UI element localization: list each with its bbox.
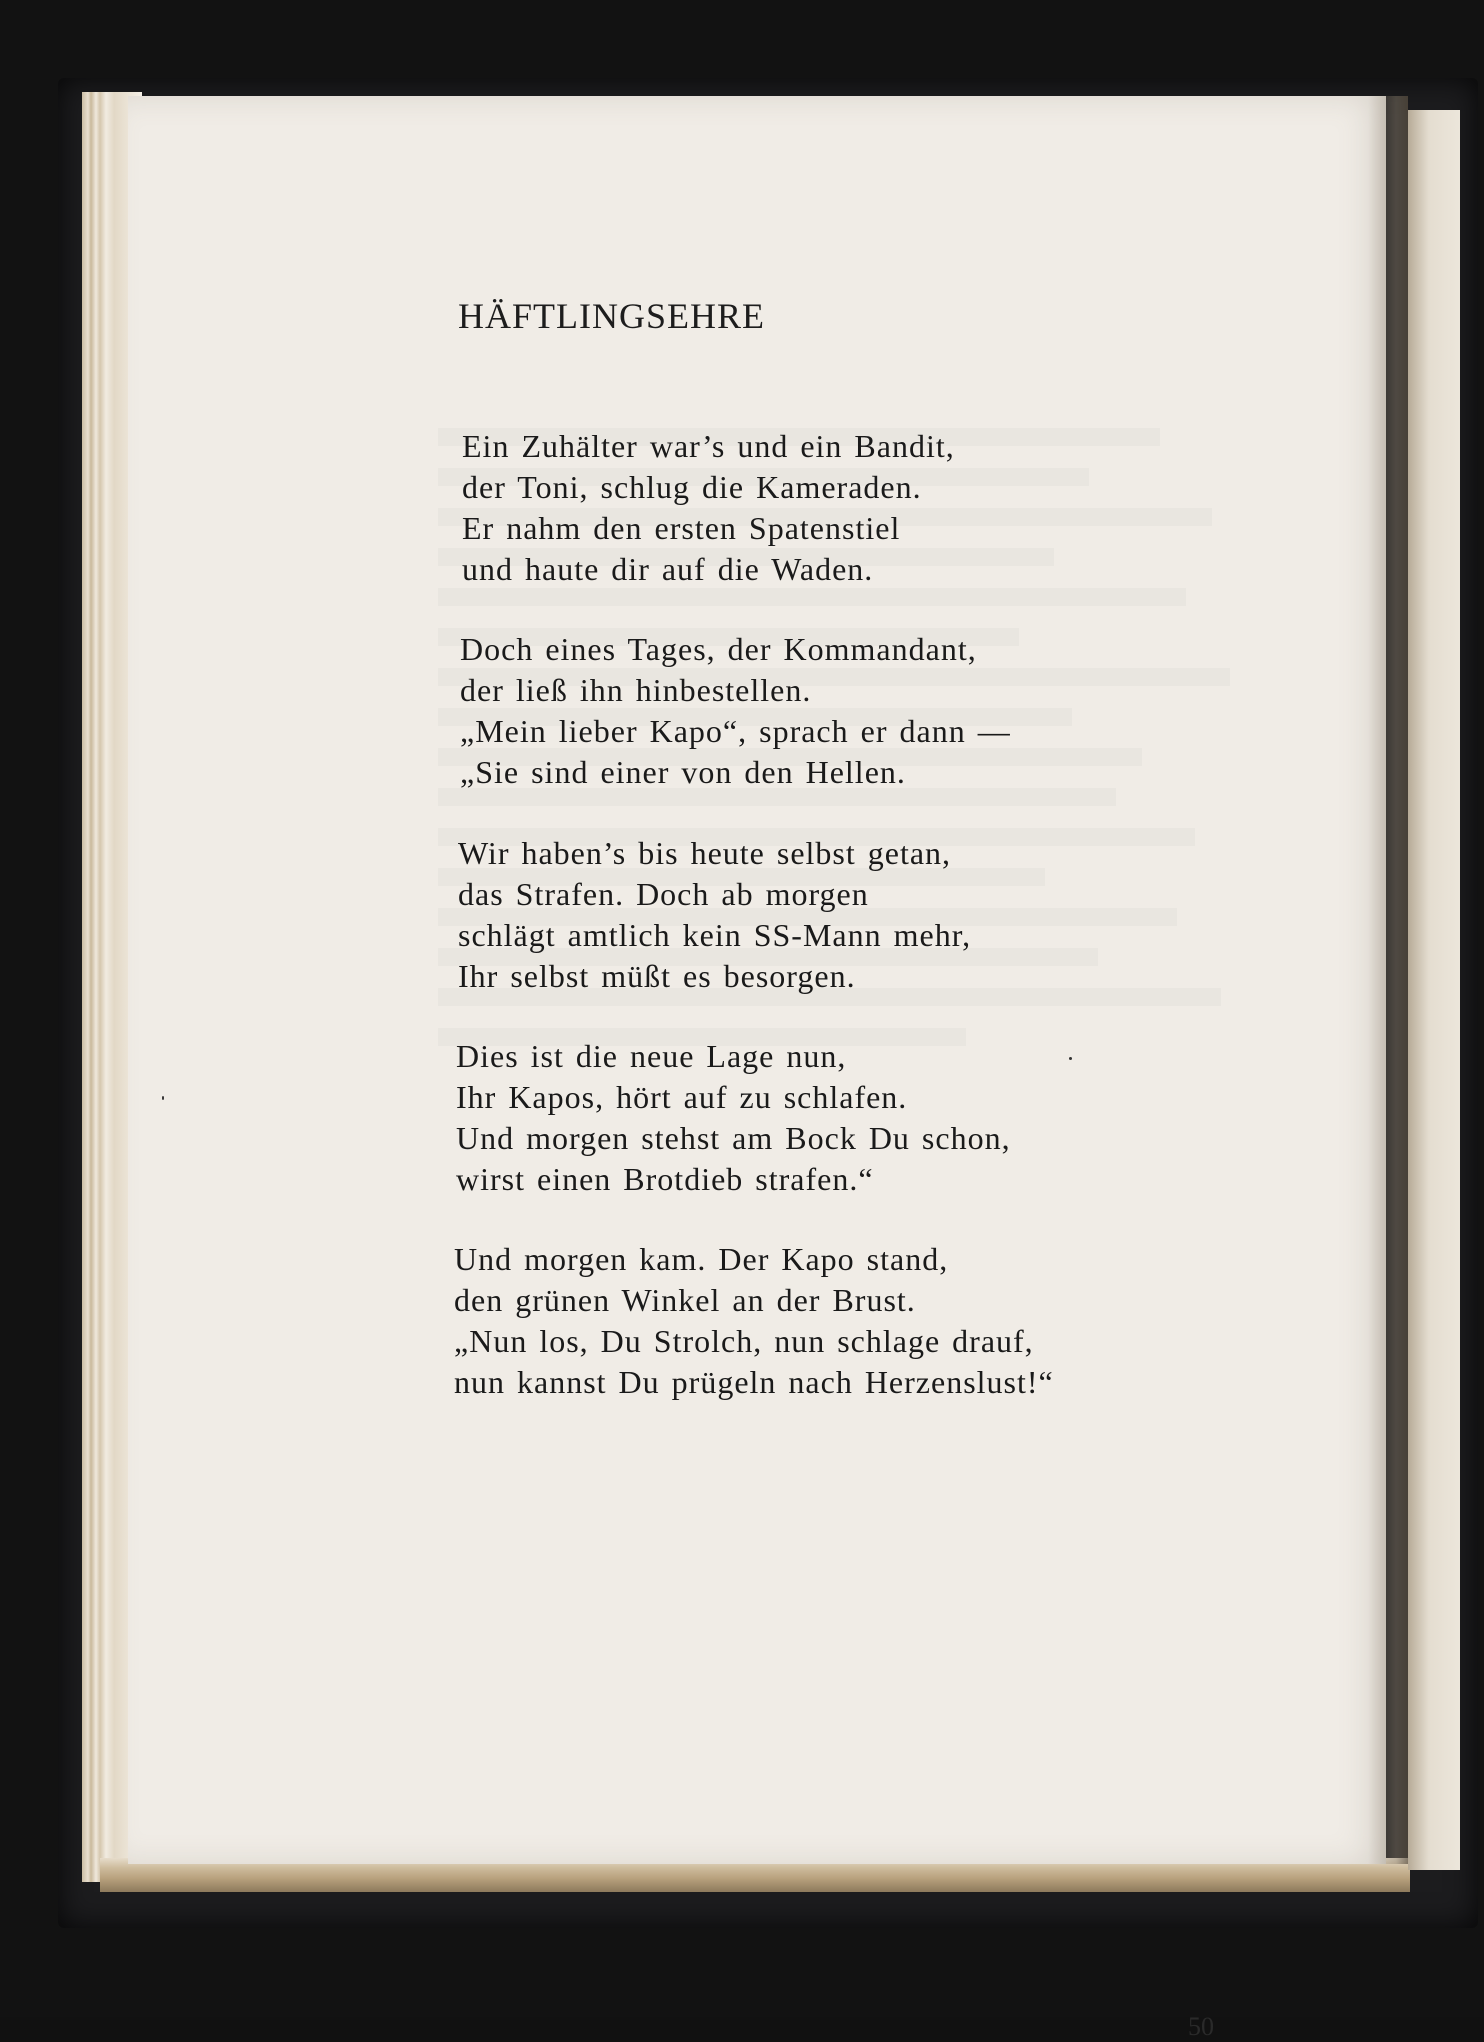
verse-line: „Nun los, Du Strolch, nun schlage drauf, <box>454 1323 1034 1359</box>
verse-line: Wir haben’s bis heute selbst getan, <box>458 835 952 871</box>
verse-line: „Mein lieber Kapo“, sprach er dann — <box>460 713 1011 749</box>
paper-speck <box>162 1096 164 1100</box>
verse-line: das Strafen. Doch ab morgen <box>458 876 869 912</box>
verse-line: Ihr selbst müßt es besorgen. <box>458 958 856 994</box>
verse-line: schlägt amtlich kein SS-Mann mehr, <box>458 917 972 953</box>
verse-line: nun kannst Du prügeln nach Herzenslust!“ <box>454 1364 1054 1400</box>
page-number: 50 <box>1188 2012 1214 2041</box>
stanza <box>454 1239 1054 1403</box>
verse-line: Ein Zuhälter war’s und ein Bandit, <box>462 428 955 464</box>
verse-line: der Toni, schlug die Kameraden. <box>462 469 922 505</box>
gutter-shadow <box>1368 96 1408 1864</box>
stanza <box>456 1036 1011 1200</box>
verse-line: und haute dir auf die Waden. <box>462 551 874 587</box>
verse-line: „Sie sind einer von den Hellen. <box>460 754 906 790</box>
facing-page <box>1408 110 1460 1870</box>
page-text <box>454 296 1218 2041</box>
verse-line: Und morgen stehst am Bock Du schon, <box>456 1120 1011 1156</box>
verse-line: Er nahm den ersten Spatenstiel <box>462 510 901 546</box>
verse-line: Doch eines Tages, der Kommandant, <box>460 631 977 667</box>
verse-line: Und morgen kam. Der Kapo stand, <box>454 1241 949 1277</box>
stanza <box>460 629 1011 793</box>
verse-line: Ihr Kapos, hört auf zu schlafen. <box>456 1079 908 1115</box>
verse-line: wirst einen Brotdieb strafen.“ <box>456 1161 874 1197</box>
verse-line: den grünen Winkel an der Brust. <box>454 1282 916 1318</box>
paper-speck <box>1069 1057 1072 1060</box>
verse-line: der ließ ihn hinbestellen. <box>460 672 812 708</box>
poem-title: HÄFTLINGSEHRE <box>458 296 765 336</box>
verse-line: Dies ist die neue Lage nun, <box>456 1038 847 1074</box>
stanza <box>462 426 955 590</box>
stanza <box>458 833 971 997</box>
